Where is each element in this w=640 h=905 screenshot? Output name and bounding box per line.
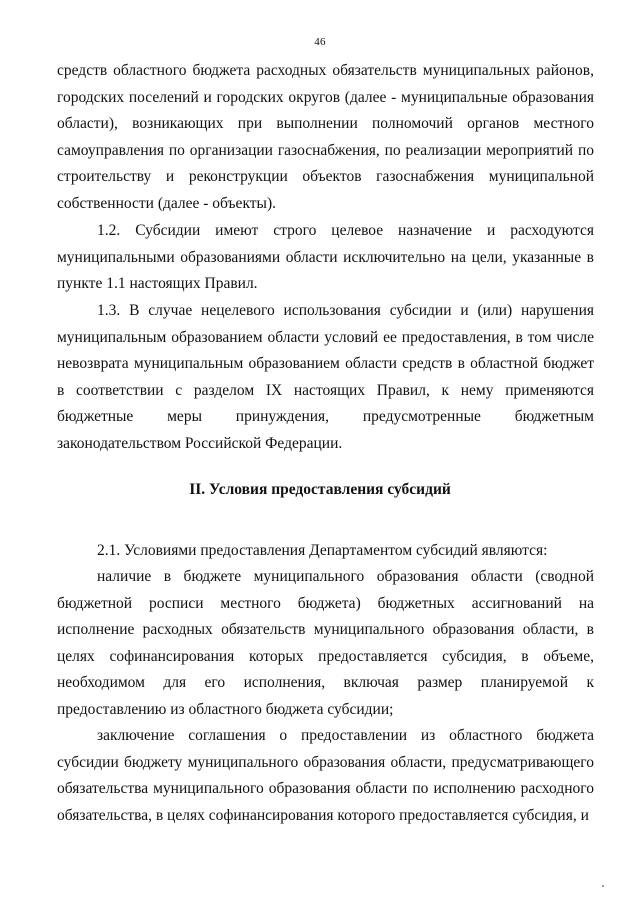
paragraph-text: средств областного бюджета расходных обязательств муниципальных районов, городских поселений и городских округов (далее - муниципальные образования области), возникающих при выполнении полномочий органов местного самоуправления по организации газоснабжения, по реализации мероприятий по строительству и реконструкции объектов газоснабжения муниципальной собственности (далее - объекты). bbox=[57, 62, 594, 212]
scan-speck bbox=[602, 885, 604, 887]
section-heading: II. Условия предоставления субсидий bbox=[189, 481, 451, 498]
paragraph-text: 1.2. Субсидии имеют строго целевое назначение и расходуются муниципальными образованиями области исключительно на цели, указанные в пункте 1.1 настоящих Правил. bbox=[57, 222, 594, 293]
paragraph-text: наличие в бюджете муниципального образования области (сводной бюджетной росписи местного бюджета) бюджетных ассигнований на исполнение расходных обязательств муниципального образования области, в целях софинансирования которых предоставляется субсидия, в объеме, необходимом для его исполнения, включая размер планируемой к предоставлению из областного бюджета субсидии; bbox=[57, 568, 594, 718]
paragraph-1-2 bbox=[57, 218, 594, 298]
paragraph-text: 2.1. Условиями предоставления Департаментом субсидий являются: bbox=[97, 542, 548, 559]
paragraph-text: 1.3. В случае нецелевого использования субсидии и (или) нарушения муниципальным образованием области условий ее предоставления, в том числе невозврата муниципальным образованием области средств в областной бюджет в соответствии с разделом IX настоящих Правил, к нему применяются бюджетные меры принуждения, предусмотренные бюджетным законодательством Российской Федерации. bbox=[57, 302, 594, 452]
paragraph-1-3 bbox=[57, 298, 594, 458]
condition-item-budget-allocations bbox=[57, 564, 594, 724]
page-number: 46 bbox=[314, 36, 326, 48]
paragraph-2-1 bbox=[57, 538, 594, 565]
paragraph-text: заключение соглашения о предоставлении из областного бюджета субсидии бюджету муниципального образования области, предусматривающего обязательства муниципального образования области по исполнению расходного обязательства, в целях софинансирования которого предоставляется субсидия, и bbox=[57, 727, 594, 824]
condition-item-agreement bbox=[57, 723, 594, 829]
paragraph-continuation bbox=[57, 58, 594, 218]
